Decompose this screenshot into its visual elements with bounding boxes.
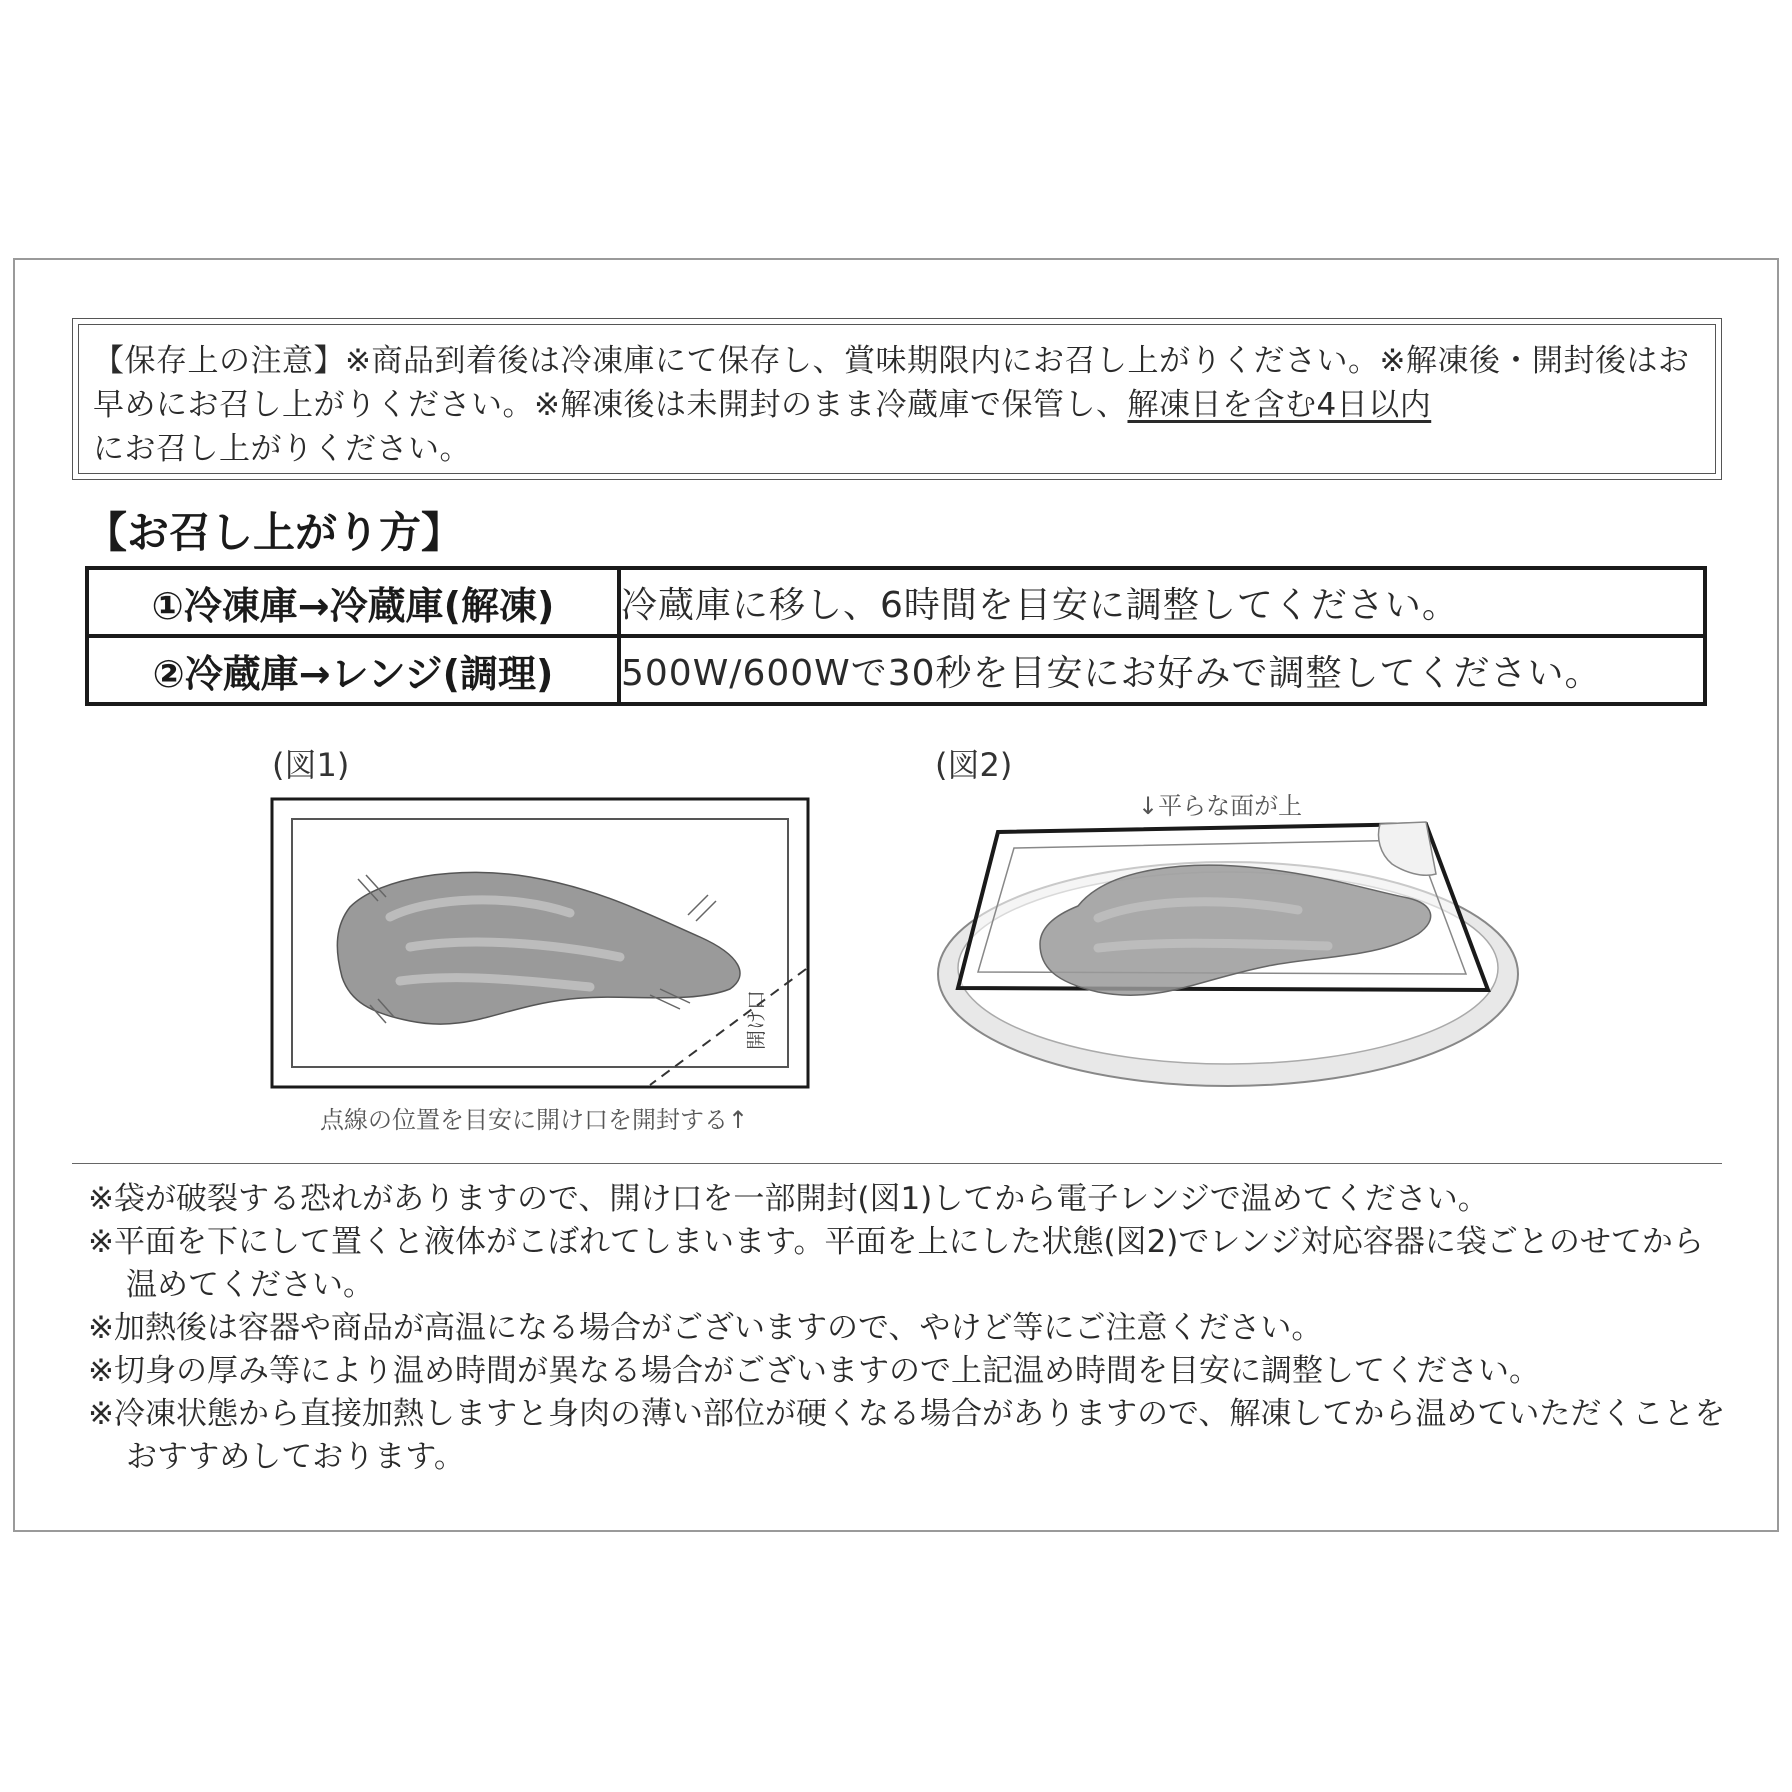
caution-item: ※冷凍状態から直接加熱しますと身肉の薄い部位が硬くなる場合がありますので、解凍してから温めていただくことをおすすめしております。 bbox=[88, 1396, 1726, 1475]
caution-item: ※加熱後は容器や商品が高温になる場合がございますので、やけど等にご注意ください。 bbox=[88, 1310, 1323, 1346]
step-1-label: ①冷凍庫→冷蔵庫(解凍) bbox=[87, 568, 619, 636]
step-row-1 bbox=[87, 568, 1705, 636]
storage-notice-text bbox=[78, 324, 1716, 474]
storage-notice-box bbox=[72, 318, 1722, 480]
caution-item: ※平面を下にして置くと液体がこぼれてしまいます。平面を上にした状態(図2)でレンジ対応容器に袋ごとのせてから温めてください。 bbox=[88, 1224, 1704, 1303]
fig1-label: (図1) bbox=[272, 746, 350, 784]
storage-notice-underlined: 解凍日を含む4日以内 bbox=[1127, 387, 1432, 423]
step-2-desc: 500W/600Wで30秒を目安にお好みで調整してください。 bbox=[619, 636, 1705, 704]
step-2-label: ②冷蔵庫→レンジ(調理) bbox=[87, 636, 619, 704]
fig2-label: (図2) bbox=[935, 746, 1013, 784]
fig2-plate-illustration bbox=[928, 818, 1530, 1094]
section-divider bbox=[72, 1163, 1722, 1164]
fig2-caption: ↓平らな面が上 bbox=[1138, 792, 1303, 820]
fig1-opening-label: 開け口 bbox=[744, 990, 768, 1050]
cautions-list bbox=[88, 1178, 1728, 1479]
step-1-desc: 冷蔵庫に移し、6時間を目安に調整してください。 bbox=[619, 568, 1705, 636]
howto-steps-table bbox=[85, 566, 1707, 706]
caution-item: ※切身の厚み等により温め時間が異なる場合がございますので上記温め時間を目安に調整してください。 bbox=[88, 1353, 1540, 1389]
howto-title: 【お召し上がり方】 bbox=[85, 508, 464, 557]
storage-notice-part2: にお召し上がりください。 bbox=[93, 431, 471, 467]
fig1-bag-illustration bbox=[270, 797, 810, 1089]
fig1-caption: 点線の位置を目安に開け口を開封する↑ bbox=[320, 1106, 749, 1134]
caution-item: ※袋が破裂する恐れがありますので、開け口を一部開封(図1)してから電子レンジで温めてください。 bbox=[88, 1181, 1489, 1217]
storage-notice-part1: 【保存上の注意】※商品到着後は冷凍庫にて保存し、賞味期限内にお召し上がりください。※解凍後・開封後はお早めにお召し上がりください。※解凍後は未開封のまま冷蔵庫で保管し、 bbox=[93, 343, 1690, 423]
step-row-2 bbox=[87, 636, 1705, 704]
